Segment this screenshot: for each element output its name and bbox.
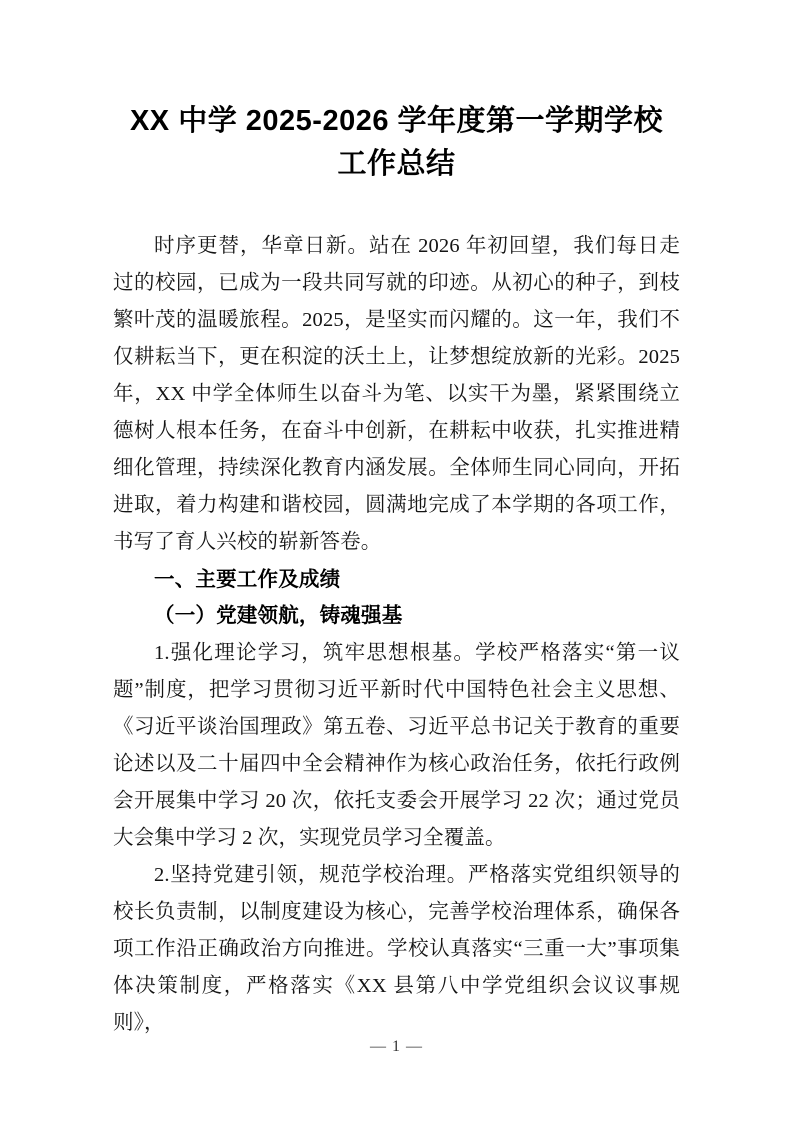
list-item-2: 2.坚持党建引领，规范学校治理。严格落实党组织领导的校长负责制，以制度建设为核心，完善学校治理体系，确保各项工作沿正确政治方向推进。学校认真落实“三重一大”事项集体决策制度，严格落实《XX 县第八中学党组织会议议事规则》， [113,864,680,1034]
document-title-line-1: XX 中学 2025-2026 学年度第一学期学校 [129,105,664,137]
page-content [113,0,680,1042]
opening-paragraph: 时序更替，华章日新。站在 2026 年初回望，我们每日走过的校园，已成为一段共同写就的印迹。从初心的种子，到枝繁叶茂的温暖旅程。2025，是坚实而闪耀的。这一年，我们不仅耕耘当下，更在积淀的沃土上，让梦想绽放新的光彩。2025 年，XX 中学全体师生以奋斗为笔、以实干为墨，紧紧围绕立德树人根本任务，在奋斗中创新，在耕耘中收获，扎实推进精细化管理，持续深化教育内涵发展。全体师生同心同向，开拓进取，着力构建和谐校园，圆满地完成了本学期的各项工作，书写了育人兴校的崭新答卷。 [113,235,680,553]
document-title [113,0,680,186]
section-heading-1: 一、主要工作及成绩 [154,568,341,591]
document-title-line-2: 工作总结 [337,148,456,180]
page-footer: — 1 — [370,1038,423,1055]
list-item-1: 1.强化理论学习，筑牢思想根基。学校严格落实“第一议题”制度，把学习贯彻习近平新时代中国特色社会主义思想、《习近平谈治国理政》第五卷、习近平总书记关于教育的重要论述以及二十届四中全会精神作为核心政治任务，依托行政例会开展集中学习 20 次，依托支委会开展学习 22 次；通过党员大会集中学习 2 次，实现党员学习全覆盖。 [113,642,680,849]
subsection-heading-1-1: （一）党建领航，铸魂强基 [154,605,403,627]
title-body-spacer [113,186,680,228]
